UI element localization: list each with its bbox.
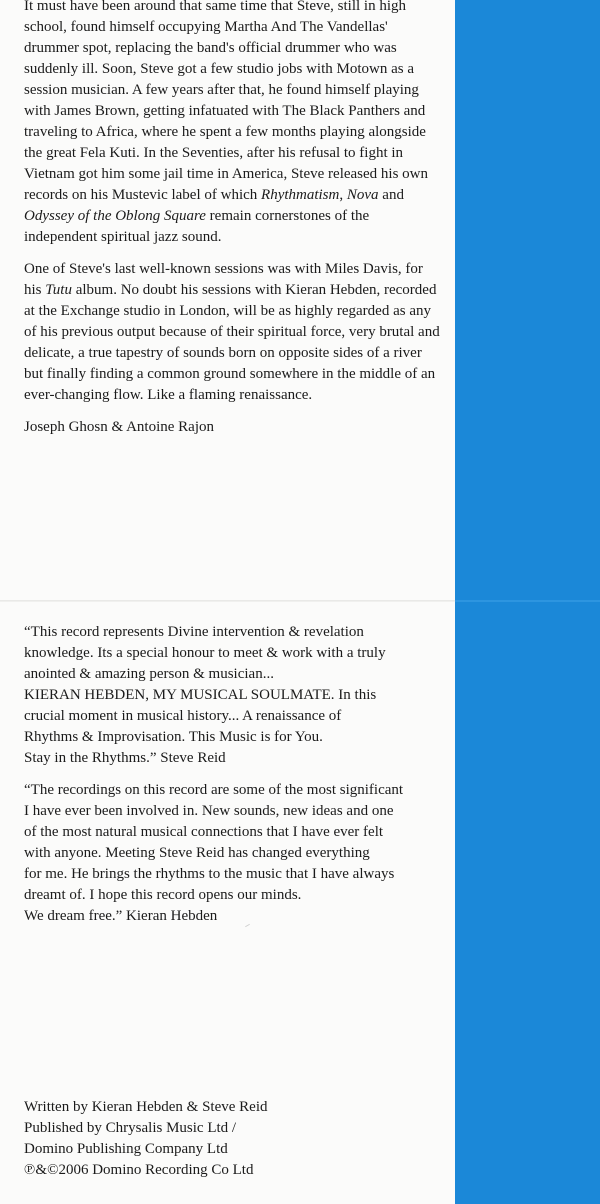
- italic-title: Odyssey of the Oblong Square: [24, 208, 206, 224]
- quote-line: anointed & amazing person & musician...: [24, 666, 274, 682]
- text-run: and: [378, 187, 404, 203]
- quote-line: Rhythms & Improvisation. This Music is for You.: [24, 729, 323, 745]
- quotes-section: [24, 622, 444, 938]
- quote-line: We dream free.” Kieran Hebden: [24, 908, 218, 924]
- italic-title: Nova: [346, 187, 379, 203]
- italic-title: Rhythmatism: [261, 187, 340, 203]
- italic-title: Tutu: [45, 282, 72, 298]
- copyright-notice: ℗&©2006 Domino Recording Co Ltd: [24, 1162, 254, 1178]
- liner-paragraph-2: [24, 259, 444, 406]
- steve-reid-quote: [24, 622, 444, 769]
- blue-side-strip: [455, 0, 600, 1204]
- quote-line: crucial moment in musical history... A renaissance of: [24, 708, 342, 724]
- written-by-credit: Written by Kieran Hebden & Steve Reid: [24, 1099, 268, 1115]
- quote-line: with anyone. Meeting Steve Reid has changed everything: [24, 845, 370, 861]
- quote-line: “The recordings on this record are some of the most significant: [24, 782, 404, 798]
- strip-fold: [455, 600, 600, 602]
- publisher-credit: Domino Publishing Company Ltd: [24, 1141, 228, 1157]
- quote-line: for me. He brings the rhythms to the music that I have always: [24, 866, 395, 882]
- quote-line: KIERAN HEBDEN, MY MUSICAL SOULMATE. In this: [24, 687, 377, 703]
- quote-line: I have ever been involved in. New sounds, new ideas and one: [24, 803, 394, 819]
- quote-line: knowledge. Its a special honour to meet & work with a truly: [24, 645, 386, 661]
- text-run: One of Steve's last well-known sessions was with Miles Davis, for his: [24, 261, 423, 298]
- kieran-hebden-quote: [24, 780, 444, 927]
- published-by-credit: Published by Chrysalis Music Ltd /: [24, 1120, 237, 1136]
- text-run: ,: [339, 187, 347, 203]
- quote-line: “This record represents Divine intervention & revelation: [24, 624, 364, 640]
- liner-notes: [24, 0, 444, 449]
- quote-line: of the most natural musical connections that I have ever felt: [24, 824, 384, 840]
- credits: [24, 1097, 444, 1181]
- quote-line: Stay in the Rhythms.” Steve Reid: [24, 750, 226, 766]
- text-run: It must have been around that same time that Steve, still in high school, found himself occupying Martha And The Vandellas' drummer spot, replacing the band's official drummer who was suddenly ill. Soon, Steve got a few studio jobs with Motown as a session musician. A few years after that, he found himself playing with James Brown, getting infatuated with The Black Panthers and traveling to Africa, where he spent a few months playing alongside the great Fela Kuti. In the Seventies, after his refusal to fight in Vietnam got him some jail time in America, Steve released his own records on his Mustevic label of which: [24, 0, 429, 203]
- quote-line: dreamt of. I hope this record opens our minds.: [24, 887, 302, 903]
- text-run: album. No doubt his sessions with Kieran Hebden, recorded at the Exchange studio in London, will be as highly regarded as any of his previous output because of their spiritual force, very brutal and delicate, a true tapestry of sounds born on opposite sides of a river but finally finding a common ground somewhere in the middle of an ever-changing flow. Like a flaming renaissance.: [24, 282, 440, 403]
- text-run: remain cornerstones of the independent spiritual jazz sound.: [24, 208, 370, 245]
- liner-paragraph-1: [24, 0, 444, 248]
- liner-signature: Joseph Ghosn & Antoine Rajon: [24, 419, 214, 435]
